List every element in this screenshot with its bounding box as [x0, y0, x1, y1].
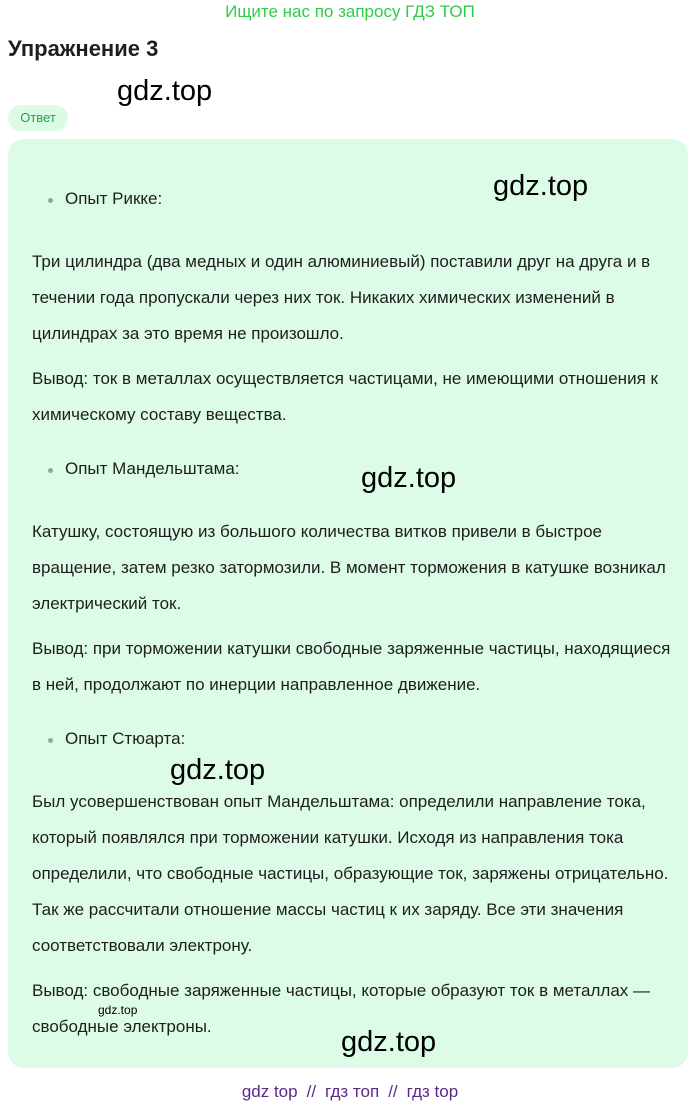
watermark-small: gdz.top: [98, 1003, 138, 1017]
watermark: gdz.top: [117, 75, 213, 107]
section-heading-stuart: Опыт Стюарта:: [65, 729, 186, 748]
footer-separator: //: [388, 1082, 398, 1101]
footer-link[interactable]: gdz top: [241, 1082, 298, 1101]
section-heading-rikke: Опыт Рикке:: [65, 189, 163, 208]
section-conclusion: Вывод: свободные заряженные частицы, которые образуют ток в металлах — свободные электроны.: [32, 981, 650, 1036]
section-heading-mandelshtam: Опыт Мандельштама:: [65, 459, 240, 478]
section-description: Катушку, состоящую из большого количества витков привели в быстрое вращение, затем резко затормозили. В момент торможения в катушке возникал электрический ток.: [32, 522, 666, 613]
section-description: Был усовершенствован опыт Мандельштама: определили направление тока, который появлялся при торможении катушки. Исходя из направления тока определили, что свободные частицы, образующие ток, заряжены отрицательно. Так же рассчитали отношение массы частиц к их заряду. Все эти значения соответствовали электрону.: [32, 792, 669, 955]
footer-link[interactable]: гдз топ: [325, 1082, 380, 1101]
footer-links: [0, 1082, 700, 1102]
watermark: gdz.top: [170, 754, 266, 786]
watermark: gdz.top: [341, 1026, 437, 1058]
watermark: gdz.top: [493, 170, 589, 202]
footer-separator: //: [306, 1082, 317, 1101]
search-banner: Ищите нас по запросу ГДЗ ТОП: [225, 2, 475, 21]
section-conclusion: Вывод: при торможении катушки свободные заряженные частицы, находящиеся в ней, продолжают по инерции направленное движение.: [32, 639, 671, 694]
answer-tab[interactable]: Ответ: [8, 105, 68, 131]
section-description: Три цилиндра (два медных и один алюминиевый) поставили друг на друга и в течении года пропускали через них ток. Никаких химических изменений в цилиндрах за это время не произошло.: [32, 252, 651, 343]
watermark: gdz.top: [361, 462, 457, 494]
page-title: Упражнение 3: [8, 36, 159, 61]
footer-link[interactable]: гдз top: [406, 1082, 459, 1101]
section-conclusion: Вывод: ток в металлах осуществляется частицами, не имеющими отношения к химическому составу вещества.: [32, 369, 658, 424]
